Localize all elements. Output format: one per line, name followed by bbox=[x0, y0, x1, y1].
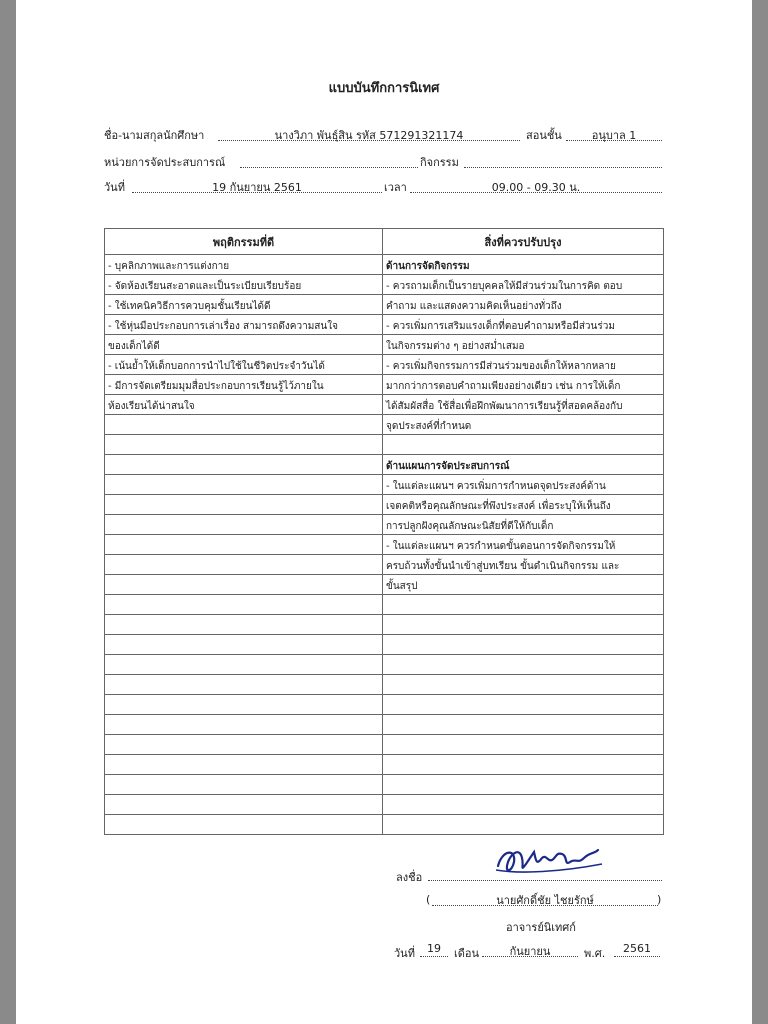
good-behavior-cell bbox=[105, 515, 383, 535]
improvement-cell bbox=[383, 655, 664, 675]
table-row bbox=[105, 315, 664, 335]
table-row bbox=[105, 475, 664, 495]
good-behavior-cell bbox=[105, 455, 383, 475]
sign-month-label: เดือน bbox=[454, 947, 480, 960]
student-line bbox=[104, 126, 663, 142]
class-label: สอนชั้น bbox=[526, 129, 562, 142]
improvement-cell bbox=[383, 635, 664, 655]
table-row bbox=[105, 795, 664, 815]
table-row bbox=[105, 555, 664, 575]
improvement-cell bbox=[383, 595, 664, 615]
improvement-cell: มากกว่าการตอบคำถามเพียงอย่างเดียว เช่น การให้เด็ก bbox=[383, 375, 664, 395]
table-row bbox=[105, 395, 664, 415]
improvement-cell: - ในแต่ละแผนฯ ควรเพิ่มการกำหนดจุดประสงค์ด้าน bbox=[383, 475, 664, 495]
good-behavior-cell bbox=[105, 495, 383, 515]
improvement-cell bbox=[383, 815, 664, 835]
table-row bbox=[105, 275, 664, 295]
class-value: อนุบาล 1 bbox=[566, 126, 662, 141]
observation-table bbox=[104, 228, 664, 835]
good-behavior-cell bbox=[105, 475, 383, 495]
good-behavior-cell: - ใช้หุ่นมือประกอบการเล่าเรื่อง สามารถดึงความสนใจ bbox=[105, 315, 383, 335]
improvement-cell: - ในแต่ละแผนฯ ควรกำหนดขั้นตอนการจัดกิจกรรมให้ bbox=[383, 535, 664, 555]
table-row bbox=[105, 595, 664, 615]
good-behavior-cell bbox=[105, 715, 383, 735]
unit-value bbox=[240, 153, 418, 168]
good-behavior-cell bbox=[105, 735, 383, 755]
improvement-cell bbox=[383, 675, 664, 695]
improvement-header: สิ่งที่ควรปรับปรุง bbox=[383, 229, 664, 255]
improvement-cell bbox=[383, 795, 664, 815]
time-label: เวลา bbox=[384, 181, 407, 194]
sign-month-value: กันยายน bbox=[482, 942, 578, 957]
table-row bbox=[105, 335, 664, 355]
improvement-cell: ด้านแผนการจัดประสบการณ์ bbox=[383, 455, 664, 475]
improvement-cell bbox=[383, 775, 664, 795]
student-value: นางวิภา พันธุ์สิน รหัส 571291321174 bbox=[218, 126, 520, 141]
unit-line bbox=[104, 153, 663, 169]
table-row bbox=[105, 575, 664, 595]
table-row bbox=[105, 455, 664, 475]
good-behavior-cell bbox=[105, 555, 383, 575]
signature-line bbox=[428, 866, 662, 881]
table-row bbox=[105, 635, 664, 655]
table-row bbox=[105, 535, 664, 555]
good-behavior-cell bbox=[105, 775, 383, 795]
good-behavior-cell bbox=[105, 635, 383, 655]
table-row bbox=[105, 695, 664, 715]
activity-value bbox=[464, 153, 662, 168]
close-paren: ) bbox=[657, 893, 662, 906]
good-behavior-cell: - เน้นย้ำให้เด็กบอกการนำไปใช้ในชีวิตประจำวันได้ bbox=[105, 355, 383, 375]
improvement-cell bbox=[383, 735, 664, 755]
table-row bbox=[105, 415, 664, 435]
good-behavior-cell bbox=[105, 435, 383, 455]
good-behavior-cell: ของเด็กได้ดี bbox=[105, 335, 383, 355]
good-behavior-cell bbox=[105, 695, 383, 715]
table-row bbox=[105, 355, 664, 375]
student-label: ชื่อ-นามสกุลนักศึกษา bbox=[104, 129, 205, 142]
improvement-cell: คำถาม และแสดงความคิดเห็นอย่างทั่วถึง bbox=[383, 295, 664, 315]
table-row bbox=[105, 815, 664, 835]
good-behavior-cell bbox=[105, 755, 383, 775]
table-row bbox=[105, 735, 664, 755]
improvement-cell: - ควรเพิ่มกิจกรรมการมีส่วนร่วมของเด็กให้หลากหลาย bbox=[383, 355, 664, 375]
improvement-cell: - ควรเพิ่มการเสริมแรงเด็กที่ตอบคำถามหรือมีส่วนร่วม bbox=[383, 315, 664, 335]
improvement-cell bbox=[383, 615, 664, 635]
time-value: 09.00 - 09.30 น. bbox=[410, 178, 662, 193]
improvement-cell bbox=[383, 755, 664, 775]
sign-year-value: 2561 bbox=[614, 942, 660, 957]
good-behavior-cell bbox=[105, 675, 383, 695]
improvement-cell: ด้านการจัดกิจกรรม bbox=[383, 255, 664, 275]
date-label: วันที่ bbox=[104, 181, 125, 194]
good-behavior-cell bbox=[105, 795, 383, 815]
sign-day-value: 19 bbox=[420, 942, 448, 957]
good-behavior-cell: - ใช้เทคนิควิธีการควบคุมชั้นเรียนได้ดี bbox=[105, 295, 383, 315]
improvement-cell bbox=[383, 695, 664, 715]
good-behavior-cell bbox=[105, 575, 383, 595]
table-row bbox=[105, 295, 664, 315]
table-row bbox=[105, 655, 664, 675]
improvement-cell bbox=[383, 435, 664, 455]
table-row bbox=[105, 375, 664, 395]
improvement-cell: ได้สัมผัสสื่อ ใช้สื่อเพื่อฝึกพัฒนาการเรียนรู้ที่สอดคล้องกับ bbox=[383, 395, 664, 415]
date-line bbox=[104, 178, 663, 194]
date-value: 19 กันยายน 2561 bbox=[132, 178, 382, 193]
table-row bbox=[105, 615, 664, 635]
sign-label: ลงชื่อ bbox=[396, 871, 423, 884]
improvement-cell: ครบถ้วนทั้งขั้นนำเข้าสู่บทเรียน ขั้นดำเนินกิจกรรม และ bbox=[383, 555, 664, 575]
good-behavior-cell: - บุคลิกภาพและการแต่งกาย bbox=[105, 255, 383, 275]
table-header-row bbox=[105, 229, 664, 255]
improvement-cell: เจตคติหรือคุณลักษณะที่พึงประสงค์ เพื่อระบุให้เห็นถึง bbox=[383, 495, 664, 515]
sign-day-label: วันที่ bbox=[394, 947, 415, 960]
good-behavior-cell bbox=[105, 535, 383, 555]
document-page bbox=[16, 0, 752, 1024]
good-behavior-cell: ห้องเรียนได้น่าสนใจ bbox=[105, 395, 383, 415]
good-behavior-cell bbox=[105, 815, 383, 835]
signer-role: อาจารย์นิเทศก์ bbox=[506, 921, 576, 934]
activity-label: กิจกรรม bbox=[420, 156, 459, 169]
good-behavior-cell bbox=[105, 655, 383, 675]
table-row bbox=[105, 515, 664, 535]
good-behavior-header: พฤติกรรมที่ดี bbox=[105, 229, 383, 255]
improvement-cell: ในกิจกรรมต่าง ๆ อย่างสม่ำเสมอ bbox=[383, 335, 664, 355]
page-title: แบบบันทึกการนิเทศ bbox=[328, 81, 440, 96]
table-row bbox=[105, 255, 664, 275]
improvement-cell bbox=[383, 715, 664, 735]
table-row bbox=[105, 495, 664, 515]
table-row bbox=[105, 775, 664, 795]
good-behavior-cell bbox=[105, 615, 383, 635]
good-behavior-cell: - มีการจัดเตรียมมุมสื่อประกอบการเรียนรู้ไว้ภายใน bbox=[105, 375, 383, 395]
signer-name: นายศักดิ์ชัย ไชยรักษ์ bbox=[432, 891, 658, 906]
unit-label: หน่วยการจัดประสบการณ์ bbox=[104, 156, 226, 169]
good-behavior-cell bbox=[105, 595, 383, 615]
table-row bbox=[105, 715, 664, 735]
sign-year-label: พ.ศ. bbox=[584, 947, 606, 960]
good-behavior-cell: - จัดห้องเรียนสะอาดและเป็นระเบียบเรียบร้อย bbox=[105, 275, 383, 295]
improvement-cell: จุดประสงค์ที่กำหนด bbox=[383, 415, 664, 435]
open-paren: ( bbox=[426, 893, 431, 906]
improvement-cell: ขั้นสรุป bbox=[383, 575, 664, 595]
improvement-cell: การปลูกฝังคุณลักษณะนิสัยที่ดีให้กับเด็ก bbox=[383, 515, 664, 535]
good-behavior-cell bbox=[105, 415, 383, 435]
table-row bbox=[105, 435, 664, 455]
handwritten-signature bbox=[490, 844, 610, 878]
improvement-cell: - ควรถามเด็กเป็นรายบุคคลให้มีส่วนร่วมในการคิด ตอบ bbox=[383, 275, 664, 295]
table-row bbox=[105, 675, 664, 695]
table-row bbox=[105, 755, 664, 775]
